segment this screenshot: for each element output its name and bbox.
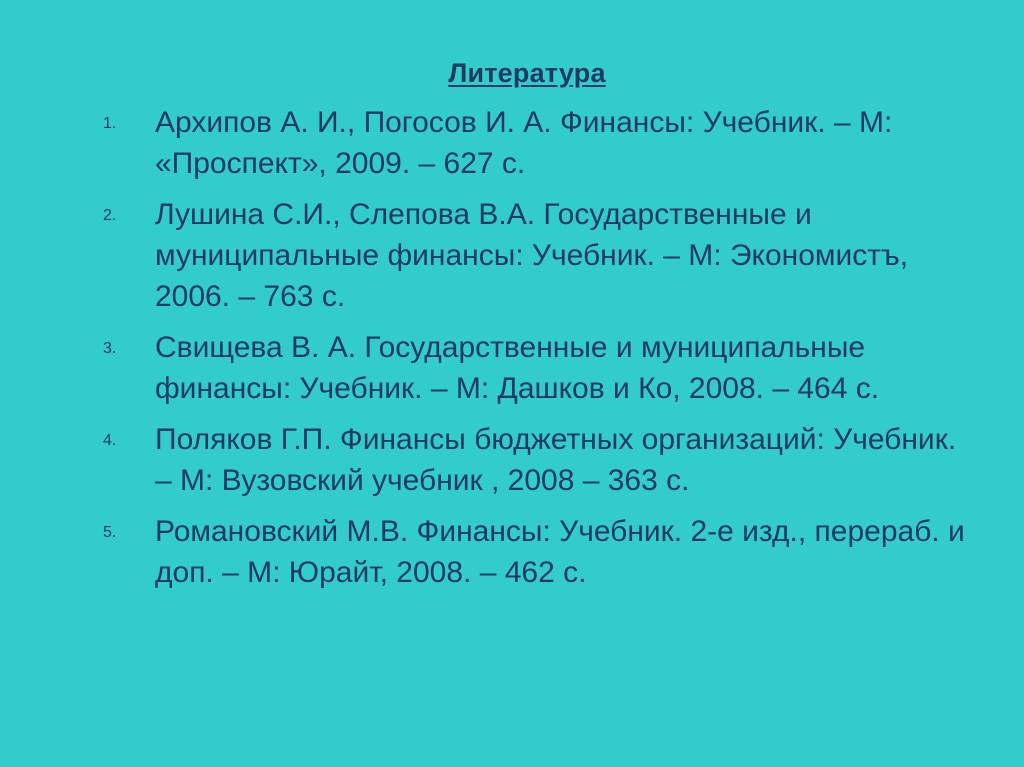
slide-title: Литература [448, 58, 606, 88]
reference-number: 1. [103, 115, 117, 132]
reference-item [100, 511, 980, 593]
reference-item [100, 102, 980, 184]
reference-list [100, 102, 980, 603]
reference-item [100, 194, 980, 317]
reference-number: 5. [103, 524, 117, 541]
reference-number: 2. [103, 207, 117, 224]
reference-number: 4. [103, 432, 117, 449]
reference-text: Поляков Г.П. Финансы бюджетных организаций: Учебник. – М: Вузовский учебник , 2008 – 363 с. [155, 423, 957, 497]
reference-text: Лушина С.И., Слепова В.А. Государственные и муниципальные финансы: Учебник. – М: Экономистъ, 2006. – 763 с. [155, 198, 909, 313]
reference-text: Свищева В. А. Государственные и муниципальные финансы: Учебник. – М: Дашков и Ко, 2008. – 464 с. [155, 331, 880, 405]
reference-number: 3. [103, 340, 117, 357]
reference-text: Архипов А. И., Погосов И. А. Финансы: Учебник. – М: «Проспект», 2009. – 627 с. [155, 106, 893, 180]
reference-item [100, 327, 980, 409]
reference-text: Романовский М.В. Финансы: Учебник. 2-е изд., перераб. и доп. – М: Юрайт, 2008. – 462 с. [155, 515, 965, 589]
reference-item [100, 419, 980, 501]
